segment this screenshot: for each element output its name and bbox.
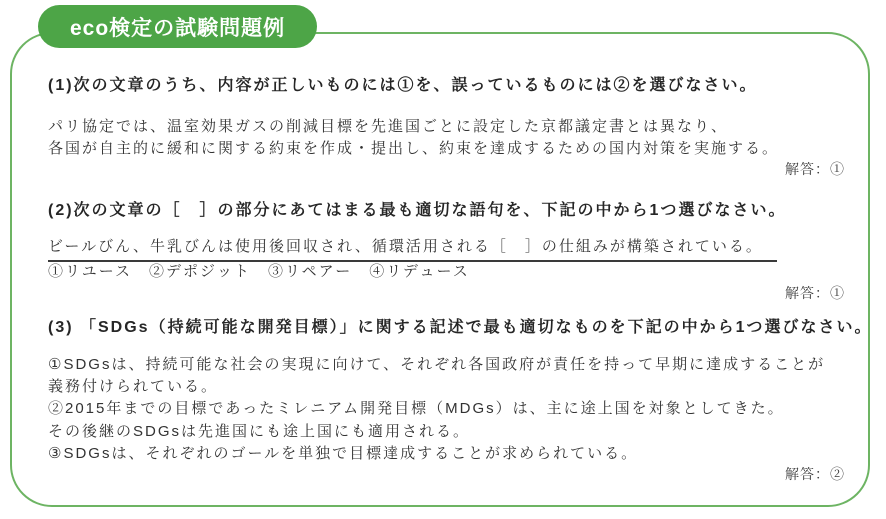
question-2-answer: 解答：① <box>785 285 845 301</box>
title-badge-label: eco検定の試験問題例 <box>70 16 286 40</box>
question-3-body-line-4: その後継のSDGsは先進国にも途上国にも適用される。 <box>48 423 471 440</box>
question-2-options: ①リユース ②デポジット ③リペアー ④リデュース <box>48 263 470 280</box>
question-3-body-line-1: ①SDGsは、持続可能な社会の実現に向けて、それぞれ各国政府が責任を持って早期に達成することが <box>48 356 826 373</box>
question-3-body-line-2: 義務付けられている。 <box>48 378 219 395</box>
question-1-heading: (1)次の文章のうち、内容が正しいものには①を、誤っているものには②を選びなさい。 <box>48 77 758 94</box>
question-2-underlined-sentence: ビールびん、牛乳びんは使用後回収され、循環活用される［ ］の仕組みが構築されている。 <box>48 236 777 262</box>
question-1-body-line-2: 各国が自主的に緩和に関する約束を作成・提出し、約束を達成するための国内対策を実施する。 <box>48 140 780 157</box>
title-badge <box>38 5 317 48</box>
question-2-sentence <box>48 236 777 262</box>
question-2-heading: (2)次の文章の［ ］の部分にあてはまる最も適切な語句を、下記の中から1つ選びなさい。 <box>48 202 787 219</box>
question-1-answer: 解答：① <box>785 161 845 177</box>
question-3-body-line-3: ②2015年までの目標であったミレニアム開発目標（MDGs）は、主に途上国を対象としてきた。 <box>48 400 785 417</box>
question-1-body-line-1: パリ協定では、温室効果ガスの削減目標を先進国ごとに設定した京都議定書とは異なり、 <box>48 118 729 135</box>
question-3-body-line-5: ③SDGsは、それぞれのゴールを単独で目標達成することが求められている。 <box>48 445 639 462</box>
question-3-answer: 解答：② <box>785 466 845 482</box>
question-3-heading: (3) 「SDGs（持続可能な開発目標）」に関する記述で最も適切なものを下記の中から1つ選びなさい。 <box>48 319 873 336</box>
